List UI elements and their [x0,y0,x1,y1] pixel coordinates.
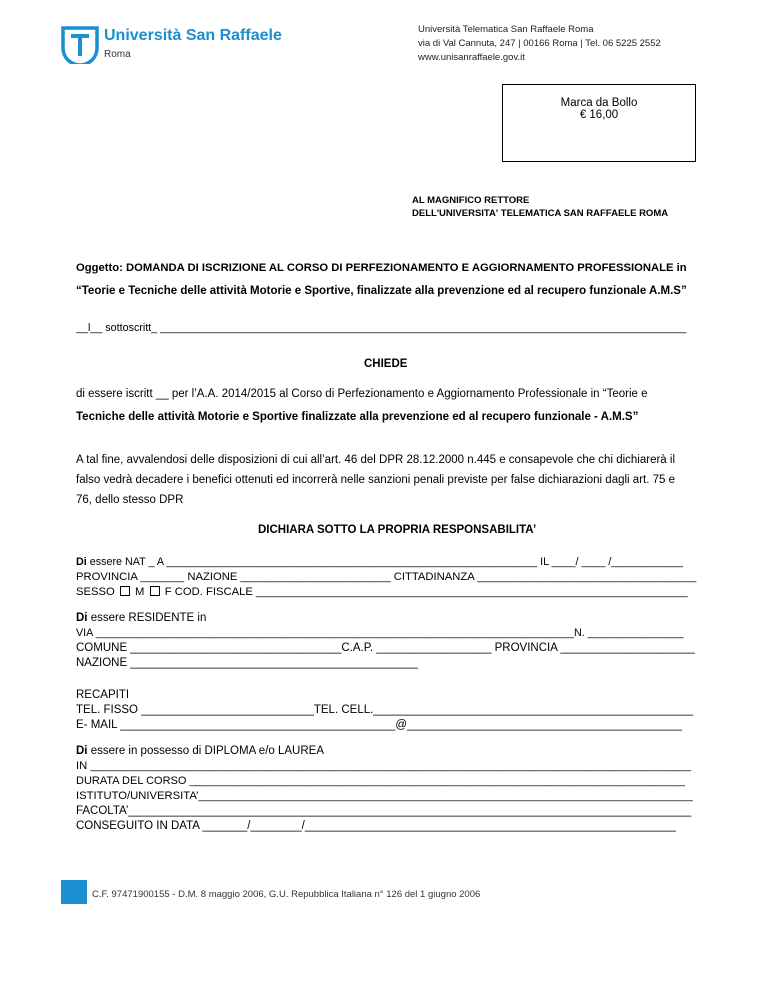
codfisc-label: F COD. FISCALE _____________________________________________________________________ [164,586,688,598]
fine-line3: 76, dello stesso DPR [76,494,184,506]
subject-line1: Oggetto: DOMANDA DI ISCRIZIONE AL CORSO DI PERFEZIONAMENTO E AGGIORNAMENTO PROFESSIONALE in [76,262,687,274]
istituto-field[interactable]: ISTITUTO/UNIVERSITA’_______________________________________________________________________________ [76,790,693,802]
iscritto-line2: Tecniche delle attività Motorie e Sportive finalizzate alla prevenzione ed al recupero funzionale - A.M.S” [76,411,639,423]
di-label: Di [76,745,88,757]
diploma-in-field[interactable]: IN ________________________________________________________________________________________________ [76,760,692,772]
stamp-amount: € 16,00 [579,109,619,121]
logo-city: Roma [104,49,131,60]
footer-text: C.F. 97471900155 - D.M. 8 maggio 2006, G.U. Repubblica Italiana n° 126 del 1 giugno 2006 [92,889,481,900]
nascita-line1[interactable] [76,556,683,568]
sesso-label: SESSO [76,586,115,598]
header-address-line2: via di Val Cannuta, 247 | 00166 Roma | Tel. 06 5225 2552 [418,38,661,49]
footer-brand-square [61,880,87,904]
university-logo-icon [61,26,99,64]
diploma-text: essere in possesso di DIPLOMA e/o LAUREA [87,745,324,757]
nascita-line3[interactable] [76,586,688,598]
telefono-field[interactable]: TEL. FISSO ___________________________TEL. CELL.__________________________________________________ [76,704,694,716]
diploma-line1 [76,745,324,757]
email-field[interactable]: E- MAIL ___________________________________________@___________________________________________ [76,719,683,731]
residenza-line1 [76,612,206,624]
residenza-text: essere RESIDENTE in [87,612,207,624]
dichiara-heading: DICHIARA SOTTO LA PROPRIA RESPONSABILITA’ [258,524,537,536]
header-website: www.unisanraffaele.gov.it [418,52,525,63]
chiede-heading: CHIEDE [364,358,408,370]
fine-line1: A tal fine, avvalendosi delle disposizioni di cui all’art. 46 del DPR 28.12.2000 n.445 e consapevole che chi dichiarerà il [76,454,676,466]
stamp-label: Marca da Bollo [560,97,638,109]
di-label: Di [76,556,87,568]
fine-line2: falso vedrà decadere i benefici ottenuti ed incorrerà nelle sanzioni penali previste per false dichiarazioni dagli art. 75 e [76,474,675,486]
conseguito-field[interactable]: CONSEGUITO IN DATA _______/________/__________________________________________________________ [76,820,676,832]
sottoscritto-field[interactable]: __l__ sottoscritt_ ________________________________________________________________________________________ [76,322,687,334]
recipient-line2: DELL'UNIVERSITA' TELEMATICA SAN RAFFAELE ROMA [412,208,669,219]
nazione-field[interactable]: NAZIONE _____________________________________________ [76,657,419,669]
subject-line2: “Teorie e Tecniche delle attività Motorie e Sportive, finalizzate alla prevenzione ed al recupero funzionale A.M.S” [76,285,687,297]
sesso-m-checkbox[interactable] [120,586,130,596]
nascita-text: essere NAT _ A ______________________________________________________________ IL ____/ ____ /____________ [86,556,684,568]
stamp-box [502,84,696,162]
logo-name: Università San Raffaele [104,27,282,44]
recipient-line1: AL MAGNIFICO RETTORE [412,195,530,206]
header-address-line1: Università Telematica San Raffaele Roma [418,24,594,35]
sesso-m-label: M [135,586,145,598]
di-label: Di [76,612,88,624]
nascita-line2[interactable]: PROVINCIA _______ NAZIONE ________________________ CITTADINANZA ___________________________________ [76,571,697,583]
facolta-field[interactable]: FACOLTA’________________________________________________________________________________________ [76,805,692,817]
iscritto-line1: di essere iscritt __ per l’A.A. 2014/2015 al Corso di Perfezionamento e Aggiornamento Professionale in “Teorie e [76,388,648,400]
via-field[interactable]: VIA ________________________________________________________________________________N. ________________ [76,627,684,639]
recapiti-heading: RECAPITI [76,689,130,701]
comune-field[interactable]: COMUNE _________________________________C.A.P. __________________ PROVINCIA _____________________ [76,642,695,654]
sesso-f-checkbox[interactable] [150,586,160,596]
durata-field[interactable]: DURATA DEL CORSO _________________________________________________________________________________ [76,775,686,787]
